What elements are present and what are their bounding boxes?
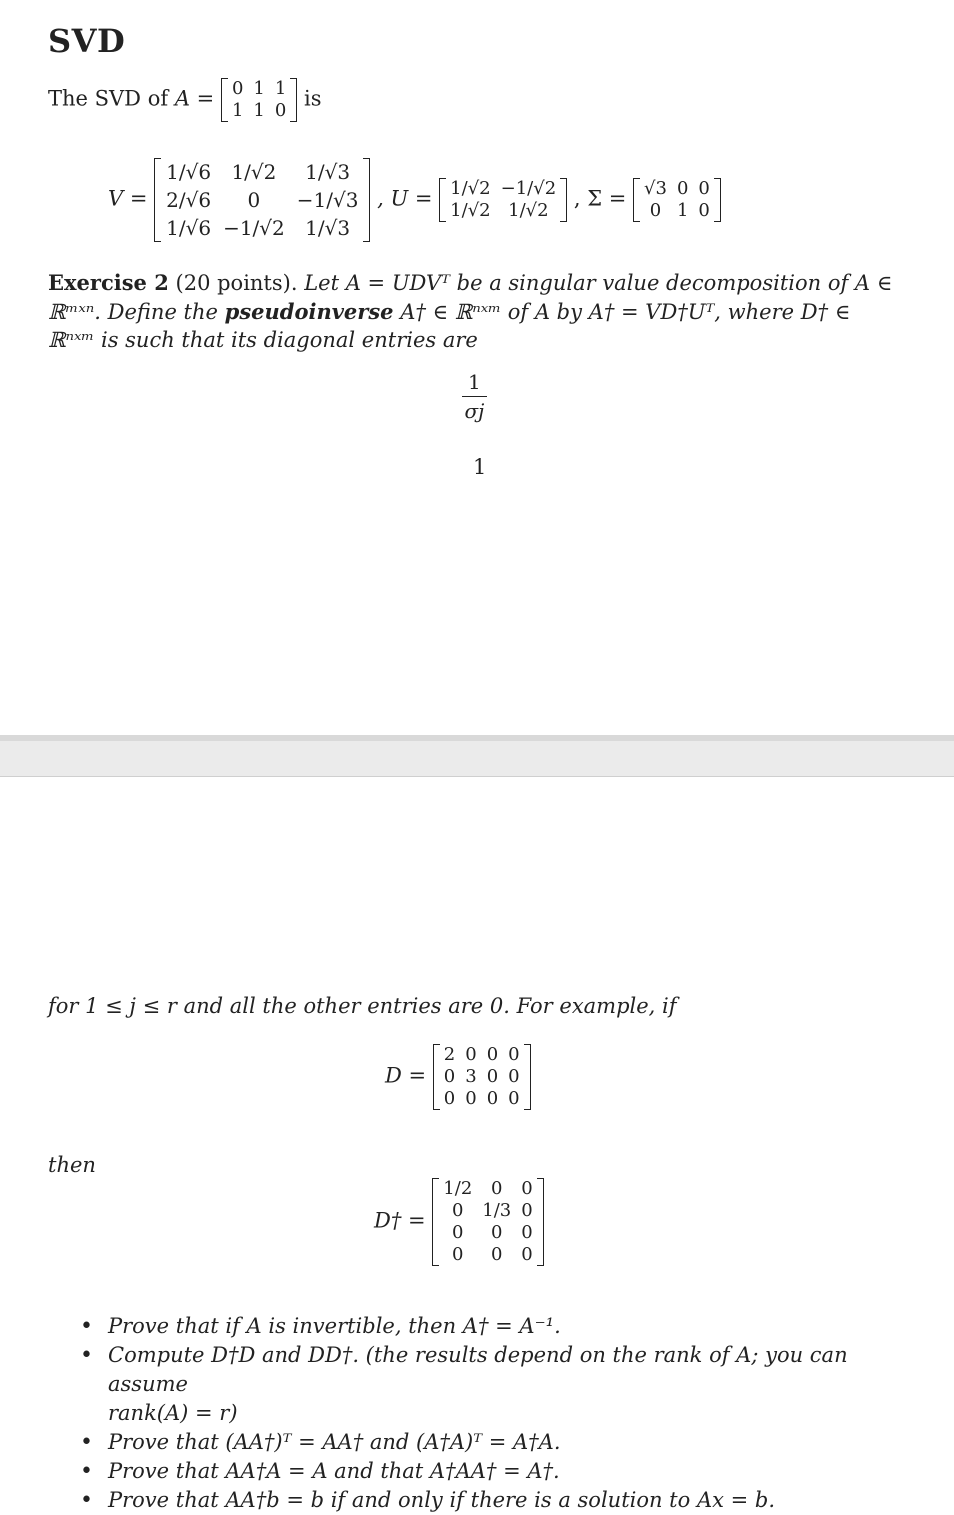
exercise-line-1 <box>48 270 892 295</box>
Ddag-label: D† = <box>374 1208 426 1233</box>
task-item: • Prove that (AA†)ᵀ = AA† and (A†A)ᵀ = A†A. <box>48 1428 928 1457</box>
diag-entry-one: 1 <box>473 455 487 479</box>
exercise-line-3: ℝⁿˣᵐ is such that its diagonal entries are <box>48 328 478 352</box>
page-break-band <box>0 735 954 777</box>
decomposition-matrices <box>108 158 721 242</box>
task-item <box>48 1341 928 1428</box>
svd-intro <box>48 78 321 122</box>
matrix-V: 1/√6 1/√2 1/√3 2/√6 0 −1/√3 1/√6 −1/√2 1/√3 <box>154 158 370 242</box>
svd-intro-prefix: The SVD of <box>48 86 169 111</box>
matrix-Sigma: √3 0 0 0 1 0 <box>633 178 721 222</box>
pseudoinverse-term: pseudoinverse <box>224 299 394 324</box>
fraction-one-over-sigma <box>462 370 487 423</box>
exercise-line2b: A† ∈ ℝⁿˣᵐ of A by A† = VD†Uᵀ, where D† ∈ <box>400 300 851 324</box>
Sigma-label: , Σ = <box>573 186 627 211</box>
continuation-line: for 1 ≤ j ≤ r and all the other entries are 0. For example, if <box>48 994 677 1018</box>
task-list <box>48 1312 928 1515</box>
exercise-points: (20 points). <box>175 271 298 295</box>
exercise-heading: Exercise 2 <box>48 270 169 295</box>
task-item: • Prove that AA†A = A and that A†AA† = A†. <box>48 1457 928 1486</box>
V-label: V = <box>108 186 148 211</box>
matrix-A: 0 1 1 1 1 0 <box>221 78 297 122</box>
matrix-D: 2 0 0 0 0 3 0 0 0 0 0 0 <box>433 1044 531 1110</box>
svd-intro-lhs: A = <box>174 86 215 111</box>
task-item: • Prove that if A is invertible, then A† = A⁻¹. <box>48 1312 928 1341</box>
U-label: , U = <box>377 186 433 211</box>
task-item-continuation: rank(A) = r) <box>108 1401 238 1425</box>
exercise-line1-text: Let A = UDVᵀ be a singular value decomposition of A ∈ <box>304 271 893 295</box>
example-D <box>385 1044 531 1110</box>
exercise-line2a: ℝᵐˣⁿ. Define the <box>48 300 218 324</box>
matrix-Ddag: 1/2 0 0 0 1/3 0 0 0 0 0 0 0 <box>432 1178 543 1266</box>
exercise-line-2 <box>48 299 850 324</box>
svd-intro-suffix: is <box>303 86 322 111</box>
task-item: • Prove that AA†b = b if and only if there is a solution to Ax = b. <box>48 1486 928 1515</box>
example-Ddag <box>374 1178 544 1266</box>
then-label: then <box>48 1153 96 1177</box>
matrix-U: 1/√2 −1/√2 1/√2 1/√2 <box>439 178 567 222</box>
section-title: SVD <box>48 22 126 60</box>
D-label: D = <box>385 1063 427 1088</box>
task-item-text: Compute D†D and DD†. (the results depend on the rank of A; you can assume <box>108 1343 848 1396</box>
fraction-denominator: σj <box>464 399 485 423</box>
fraction-numerator: 1 <box>462 370 487 397</box>
